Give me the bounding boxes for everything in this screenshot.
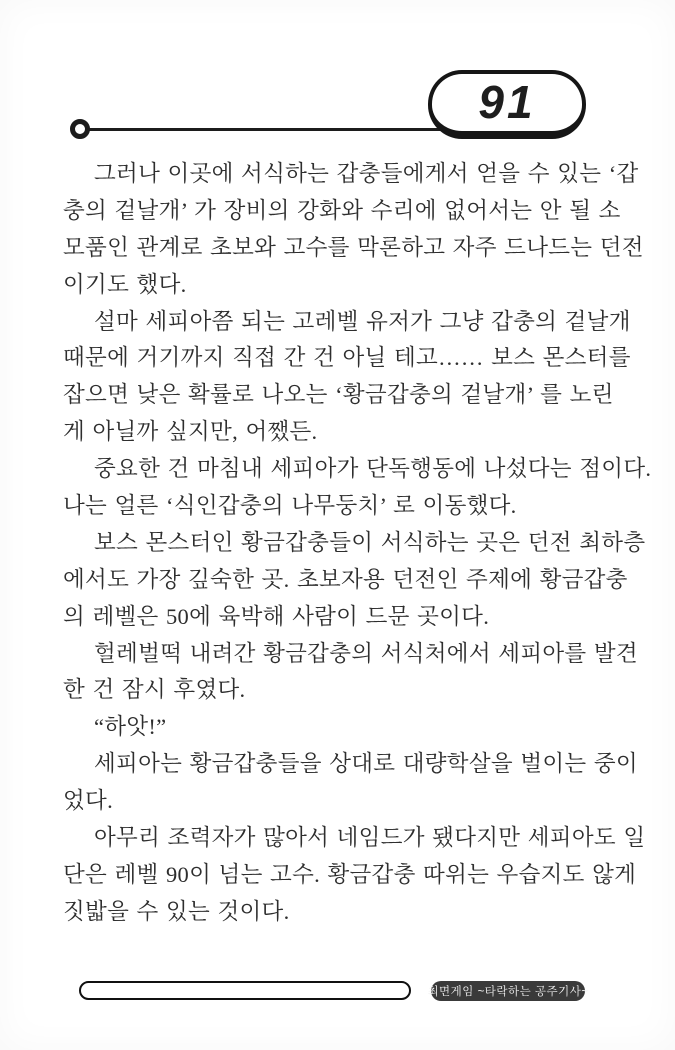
text-line: 에서도 가장 깊숙한 곳. 초보자용 던전인 주제에 황금갑충 xyxy=(63,566,628,592)
text-line: 충의 겉날개’ 가 장비의 강화와 수리에 없어서는 안 될 소 xyxy=(63,197,621,223)
text-line: 었다. xyxy=(63,788,113,814)
text-line: 단은 레벨 90이 넘는 고수. 황금갑충 따위는 우습지도 않게 xyxy=(63,861,637,887)
text-line: 아무리 조력자가 많아서 네임드가 됐다지만 세피아도 일 xyxy=(94,825,646,851)
text-line: 보스 몬스터인 황금갑충들이 서식하는 곳은 던전 최하층 xyxy=(94,529,646,555)
text-line: 중요한 건 마침내 세피아가 단독행동에 나섰다는 점이다. xyxy=(94,456,652,482)
text-line: 이기도 했다. xyxy=(63,271,187,297)
text-line: 설마 세피아쯤 되는 고레벨 유저가 그냥 갑충의 겉날개 xyxy=(94,308,631,334)
text-line: 때문에 거기까지 직접 간 건 아닐 테고…… 보스 몬스터를 xyxy=(63,345,631,371)
text-line: 모품인 관계로 초보와 고수를 막론하고 자주 드나드는 던전 xyxy=(63,234,644,260)
text-line: 의 레벨은 50에 육박해 사람이 드문 곳이다. xyxy=(63,603,490,629)
header-rule-endpoint-dot xyxy=(70,119,90,139)
footer-blank-pill xyxy=(79,981,411,1000)
text-line: 한 건 잠시 후였다. xyxy=(63,677,246,703)
text-line: 나는 얼른 ‘식인갑충의 나무둥치’ 로 이동했다. xyxy=(63,493,517,519)
footer-series-badge xyxy=(427,981,589,1001)
text-line: 게 아닐까 싶지만, 어쨌든. xyxy=(63,419,318,445)
header-rule xyxy=(80,128,446,131)
text-line: 헐레벌떡 내려간 황금갑충의 서식처에서 세피아를 발견 xyxy=(94,640,638,666)
text-line: 짓밟을 수 있는 것이다. xyxy=(63,898,290,924)
text-line: 잡으면 낮은 확률로 나오는 ‘황금갑충의 겉날개’ 를 노린 xyxy=(63,382,614,408)
body-text xyxy=(63,156,652,931)
page-number: 91 xyxy=(478,75,536,128)
page-number-badge xyxy=(428,70,586,139)
text-line: 그러나 이곳에 서식하는 갑충들에게서 얻을 수 있는 ‘갑 xyxy=(94,161,639,186)
text-line: “하앗!” xyxy=(94,714,167,740)
footer-series-label: 최면게임 ~타락하는 공주기사~ xyxy=(427,986,589,998)
text-line: 세피아는 황금갑충들을 상대로 대량학살을 벌이는 중이 xyxy=(94,751,638,777)
